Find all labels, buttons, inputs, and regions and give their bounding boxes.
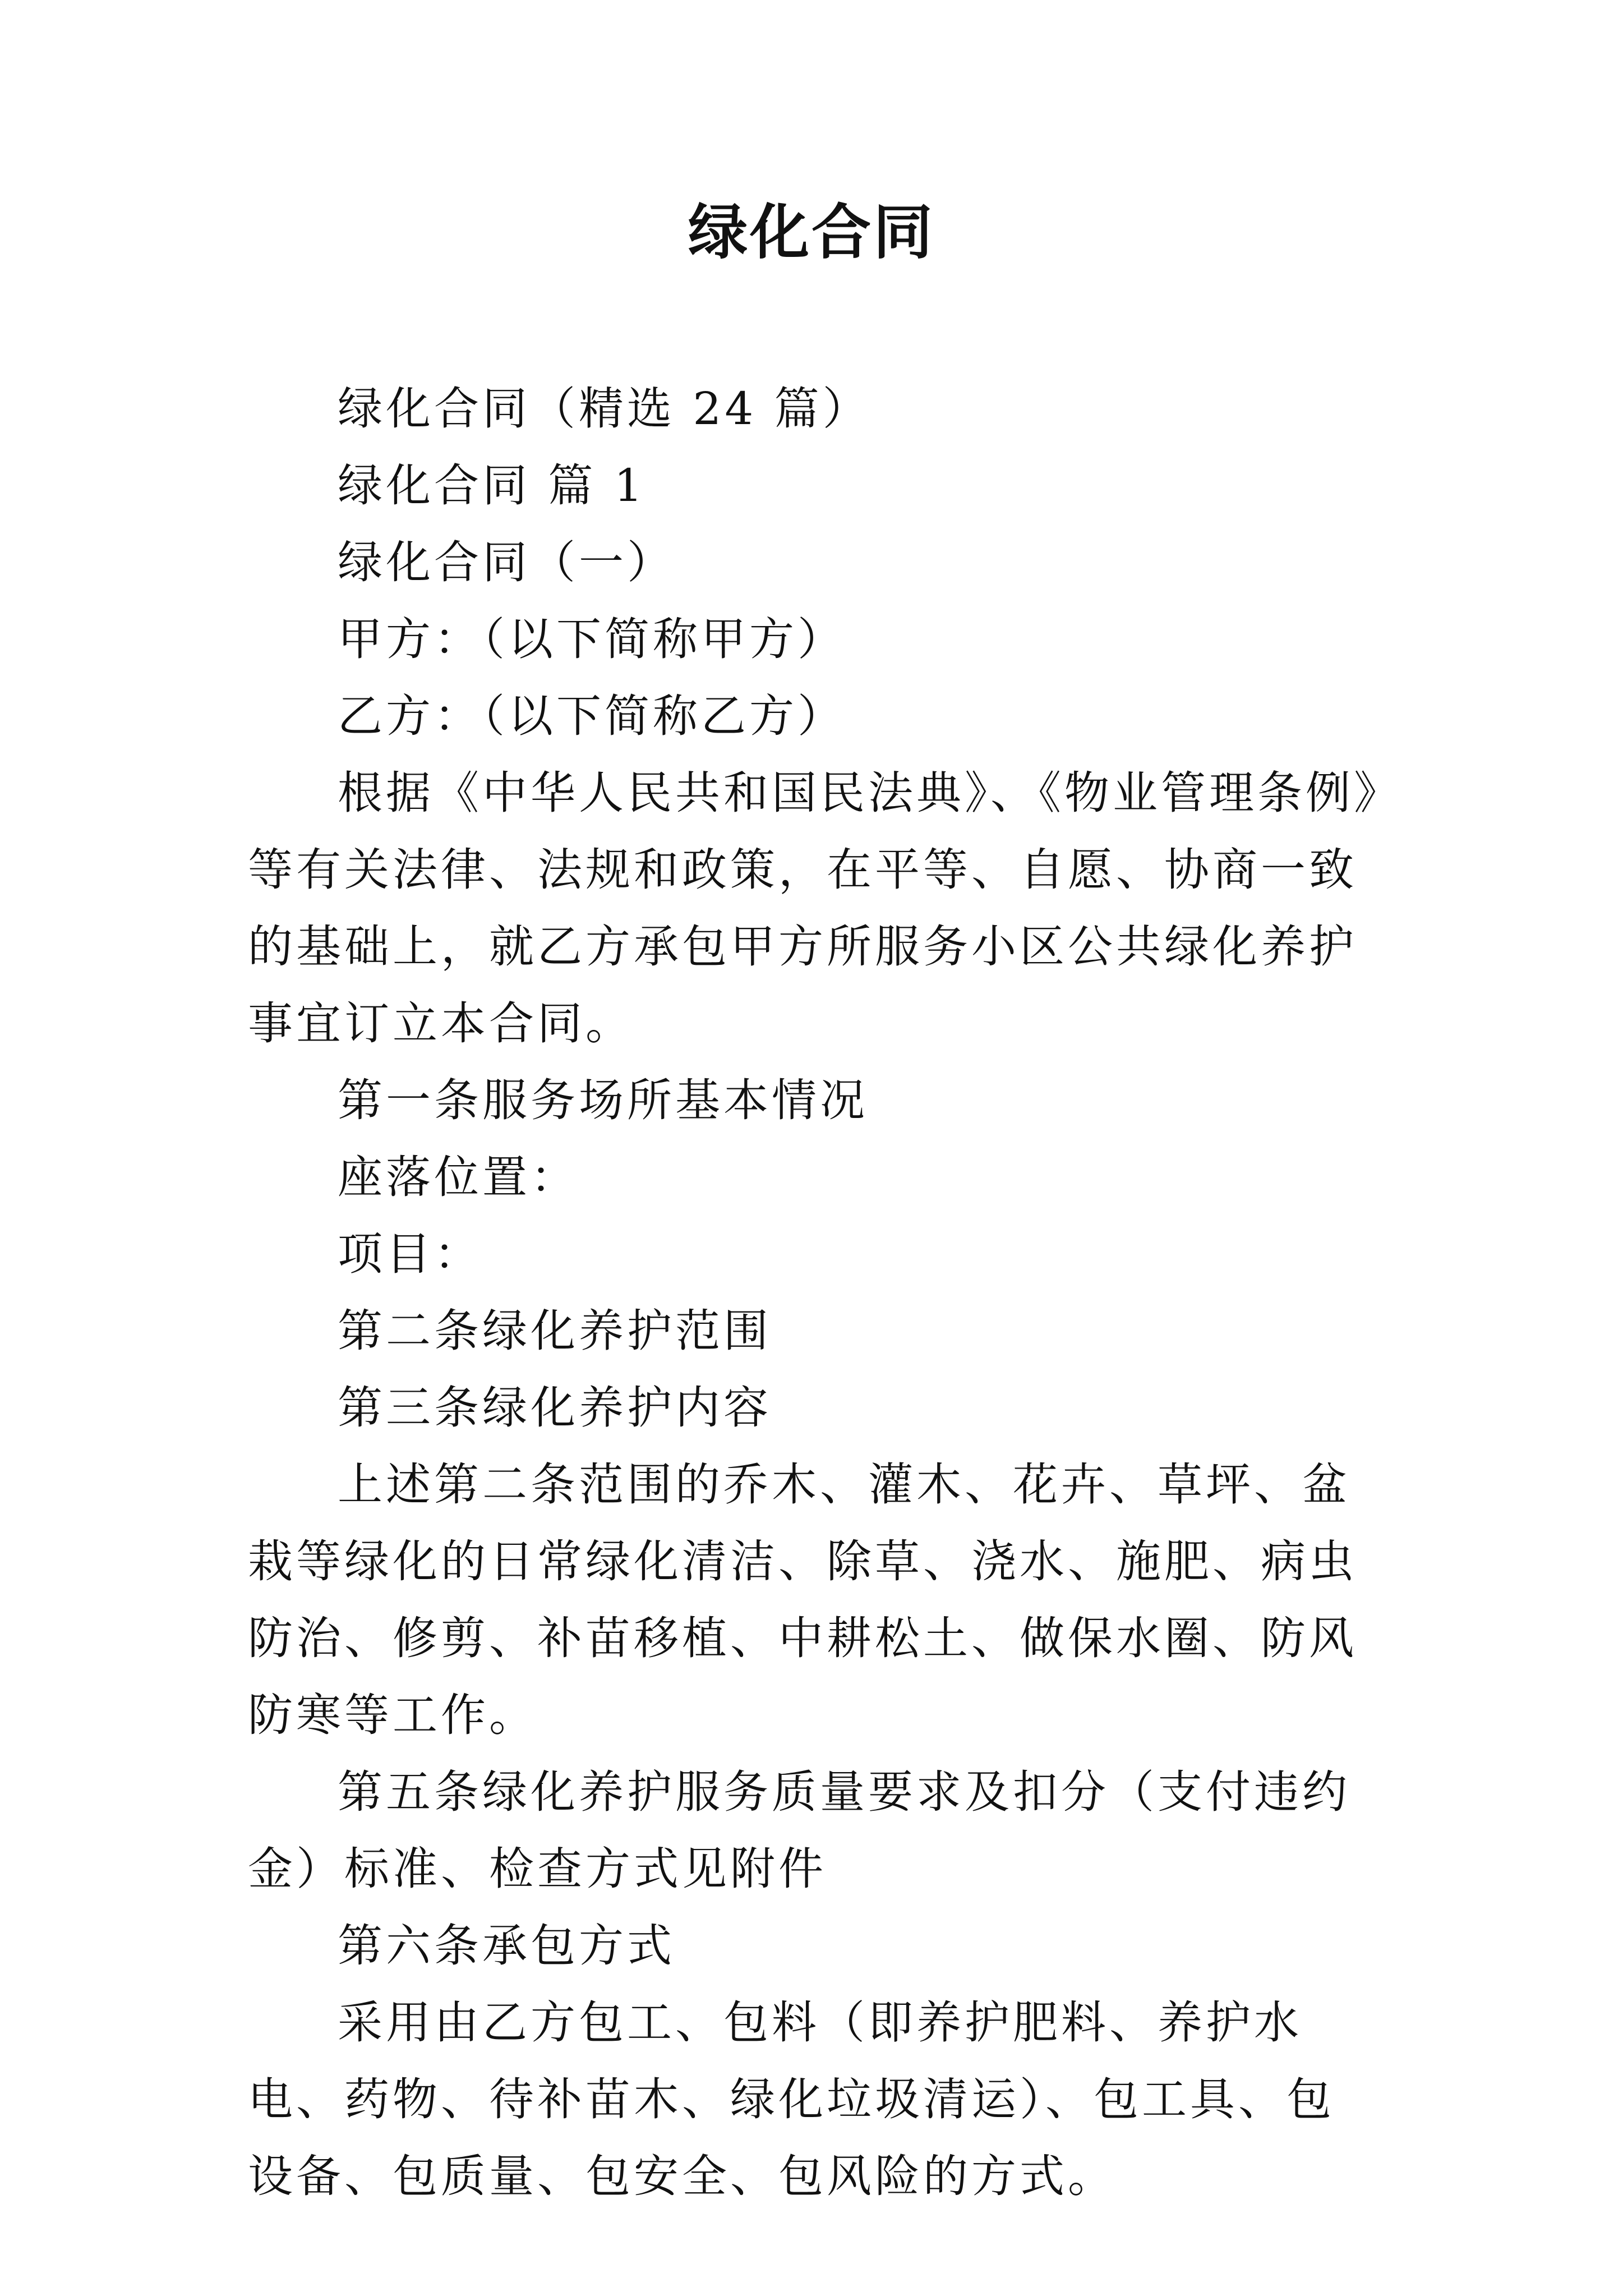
- document-title: 绿化合同: [688, 198, 935, 267]
- paragraph-project: 项目：: [338, 1228, 482, 1280]
- paragraph-maintenance-content: 上述第二条范围的乔木、灌木、花卉、草坪、盆栽等绿化的日常绿化清洁、除草、浇水、施肥、病虫防治、修剪、补苗移植、中耕松土、做保水圈、防风防寒等工作。: [248, 1458, 1357, 1741]
- paragraph-article-3: 第三条绿化养护内容: [338, 1382, 772, 1434]
- paragraph-article-2: 第二条绿化养护范围: [338, 1305, 772, 1357]
- paragraph-article-6: 第六条承包方式: [338, 1920, 675, 1972]
- paragraph-party-b: 乙方：（以下简称乙方）: [338, 690, 846, 742]
- paragraph-part-heading: 绿化合同 篇 1: [338, 459, 646, 512]
- paragraph-subtitle: 绿化合同（精选 24 篇）: [338, 383, 871, 435]
- paragraph-location: 座落位置：: [338, 1151, 579, 1203]
- paragraph-article-1: 第一条服务场所基本情况: [338, 1074, 868, 1126]
- paragraph-preamble: 根据《中华人民共和国民法典》、《物业管理条例》等有关法律、法规和政策，在平等、自愿、协商一致的基础上，就乙方承包甲方所服务小区公共绿化养护事宜订立本合同。: [248, 767, 1380, 1050]
- paragraph-contract-method: 采用由乙方包工、包料（即养护肥料、养护水电、药物、待补苗木、绿化垃圾清运）、包工具、包设备、包质量、包安全、包风险的方式。: [248, 1996, 1335, 2202]
- paragraph-contract-heading: 绿化合同（一）: [338, 536, 675, 588]
- paragraph-article-5: 第五条绿化养护服务质量要求及扣分（支付违约金）标准、检查方式见附件: [248, 1766, 1350, 1895]
- document-body: [248, 370, 1381, 2215]
- paragraph-party-a: 甲方：（以下简称甲方）: [338, 613, 846, 665]
